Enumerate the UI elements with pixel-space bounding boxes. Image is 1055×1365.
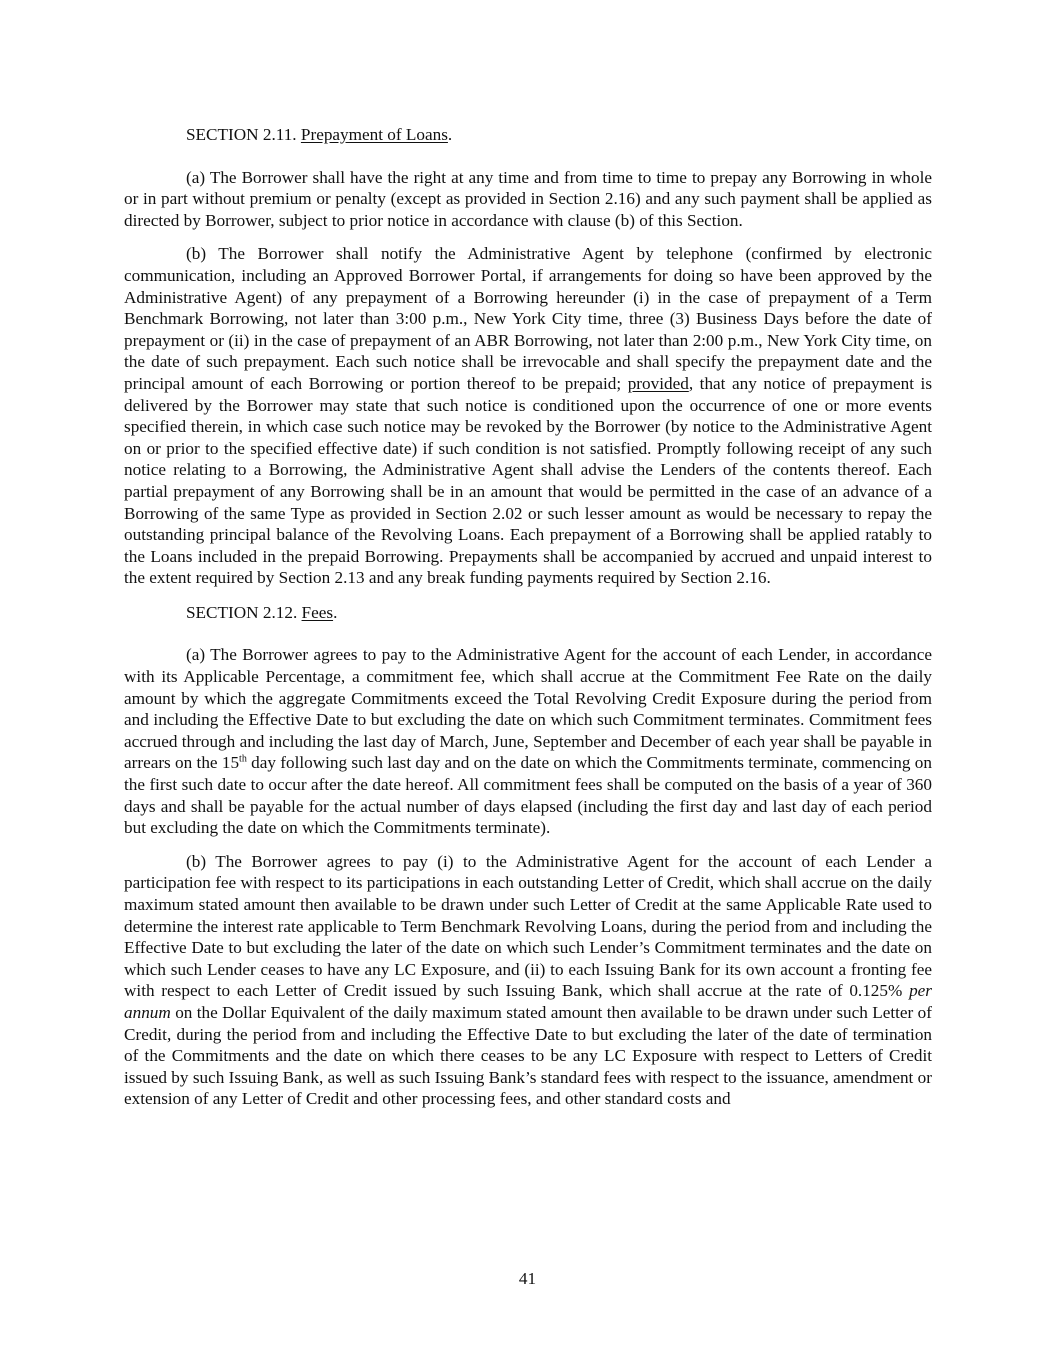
paragraph-a-text-1: (a) The Borrower agrees to pay to the Administrative Agent for the account of each Lender, in accordance with its Applicable Percentage, a commitment fee, which shall accrue at the Commitment Fee Rate on the daily amount by which the aggregate Commitments exceed the Total Revolving Credit Exposure during the period from and including the Effective Date to but excluding the date on which such Commitment terminates. Commitment fees accrued through and including the last day of March, June, September and December of each year shall be payable in arrears on the 15	[124, 645, 932, 773]
section-2-11-heading	[124, 124, 932, 146]
paragraph-b-text-2: on the Dollar Equivalent of the daily maximum stated amount then available to be drawn under such Letter of Credit, during the period from and including the Effective Date to but excluding the later of the date of termination of the Commitments and the date on which there ceases to be any LC Exposure with respect to Letters of Credit issued by such Issuing Bank, as well as such Issuing Bank’s standard fees with respect to the issuance, amendment or extension of any Letter of Credit and other processing fees, and other standard costs and	[124, 1002, 932, 1109]
section-2-12-period: .	[333, 602, 338, 622]
spacer	[124, 231, 932, 243]
spacer	[124, 623, 932, 644]
section-2-12-title: Fees	[301, 602, 334, 622]
paragraph-a-text-2: day following such last day and on the date on which the Commitments terminate, commencing on the first such date to occur after the date hereof. All commitment fees shall be computed on the basis of a year of 360 days and shall be payable for the actual number of days elapsed (including the first day and last day of each period but excluding the date on which the Commitments terminate).	[124, 753, 932, 838]
paragraph-b-text-1: (b) The Borrower agrees to pay (i) to the Administrative Agent for the account of each Lender a participation fee with respect to its participations in each outstanding Letter of Credit, which shall accrue on the daily maximum stated amount then available to be drawn under such Letter of Credit at the same Applicable Rate used to determine the interest rate applicable to Term Benchmark Revolving Loans, during the period from and including the Effective Date to but excluding the later of the date on which such Lender’s Commitment terminates and the date on which such Lender ceases to have any LC Exposure, and (ii) to each Issuing Bank for its own account a fronting fee with respect to each Letter of Credit issued by such Issuing Bank, which shall accrue at the rate of 0.125%	[124, 851, 932, 1001]
section-2-11-number: SECTION 2.11.	[186, 125, 301, 144]
section-2-11-title: Prepayment of Loans	[300, 125, 448, 144]
ordinal-superscript: th	[239, 753, 247, 765]
document-page	[124, 124, 932, 1110]
page-number: 41	[518, 1269, 537, 1288]
section-2-11-period: .	[447, 125, 453, 144]
section-2-11-paragraph-a: (a) The Borrower shall have the right at any time and from time to time to prepay any Borrowing in whole or in part without premium or penalty (except as provided in Section 2.16) and any such payment shall be applied as directed by Borrower, subject to prior notice in accordance with clause (b) of this Section.	[124, 167, 932, 230]
paragraph-b-text-2: , that any notice of prepayment is delivered by the Borrower may state that such notice is conditioned upon the occurrence of one or more events specified therein, in which case such notice may be revoked by the Borrower (by notice to the Administrative Agent on or prior to the specified effective date) if such condition is not satisfied. Promptly following receipt of any such notice relating to a Borrowing, the Administrative Agent shall advise the Lenders of the contents thereof. Each partial prepayment of any Borrowing shall be in an amount that would be permitted in the case of an advance of a Borrowing of the same Type as provided in Section 2.02 or such lesser amount as would be necessary to repay the outstanding principal balance of the Revolving Loans. Each prepayment of a Borrowing shall be applied ratably to the Loans included in the prepaid Borrowing. Prepayments shall be accompanied by accrued and unpaid interest to the extent required by Section 2.13 and any break funding payments required by Section 2.16.	[124, 373, 933, 588]
spacer	[124, 589, 932, 602]
section-2-11-paragraph-b	[124, 243, 932, 589]
provided-term: provided	[627, 373, 689, 393]
section-2-12-heading	[124, 602, 932, 624]
section-2-12-paragraph-a	[124, 644, 932, 838]
paragraph-b-text-1: (b) The Borrower shall notify the Administrative Agent by telephone (confirmed by electronic communication, including an Approved Borrower Portal, if arrangements for doing so have been approved by the Administrative Agent) of any prepayment of a Borrowing hereunder (i) in the case of prepayment of a Term Benchmark Borrowing, not later than 3:00 p.m., New York City time, three (3) Business Days before the date of prepayment or (ii) in the case of prepayment of an ABR Borrowing, not later than 2:00 p.m., New York City time, on the date of such prepayment. Each such notice shall be irrevocable and shall specify the prepayment date and the principal amount of each Borrowing or portion thereof to be prepaid;	[124, 244, 932, 393]
per-annum-term: per annum	[124, 981, 932, 1022]
spacer	[124, 146, 932, 167]
section-2-12-paragraph-b	[124, 851, 932, 1110]
spacer	[124, 839, 932, 851]
section-2-12-number: SECTION 2.12.	[186, 602, 302, 622]
